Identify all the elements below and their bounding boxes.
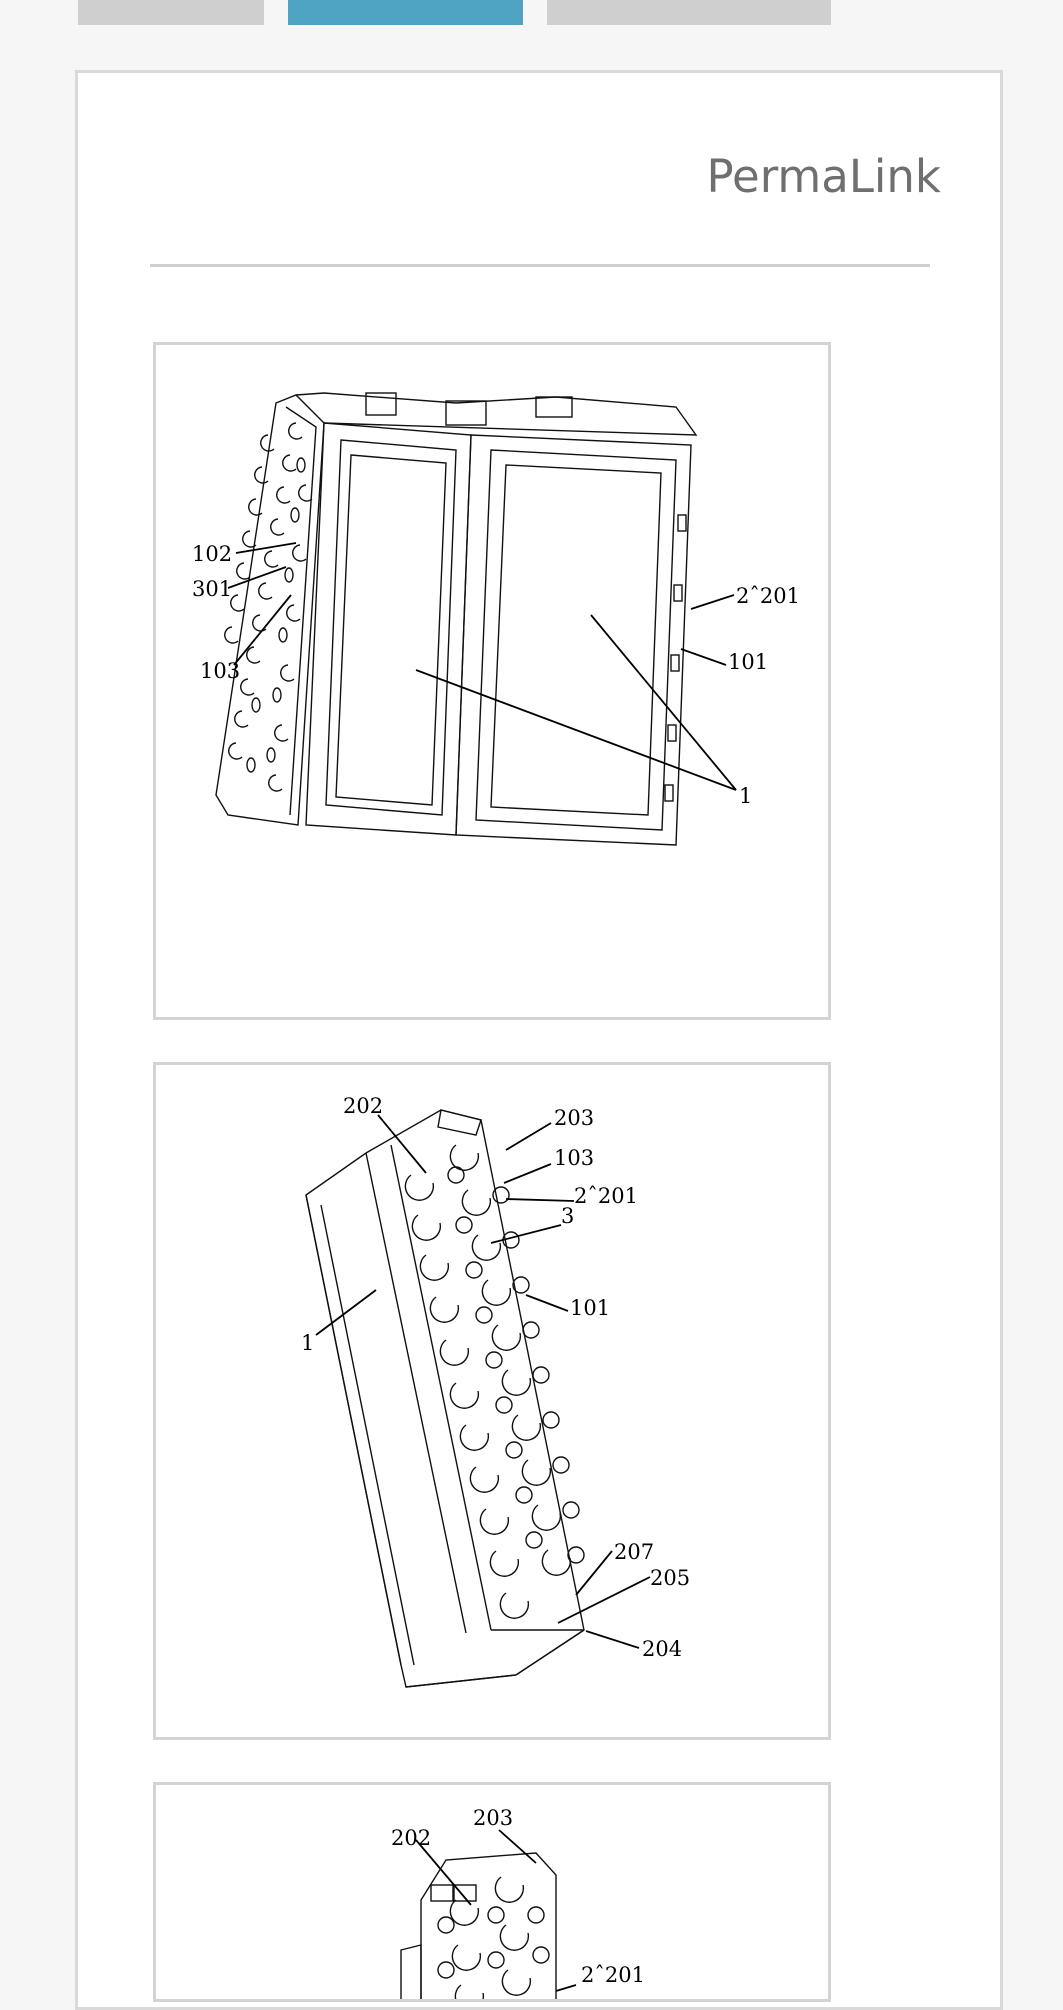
patent-figure-2[interactable] [153, 1062, 831, 1740]
figure-2-label-205: 205 [650, 1566, 691, 1590]
patent-figure-3[interactable] [153, 1782, 831, 2002]
tab-2-active[interactable] [288, 0, 523, 25]
figure-2-label-2-201: 2ˆ201 [574, 1184, 638, 1208]
figure-1-label-2-201: 2ˆ201 [736, 584, 800, 608]
header-divider [150, 264, 930, 267]
figure-2-drawing [156, 1065, 831, 1740]
figure-3-label-203: 203 [473, 1806, 514, 1830]
figure-1-drawing [156, 345, 831, 1020]
figure-3-label-2-201: 2ˆ201 [581, 1963, 645, 1987]
figure-2-label-207: 207 [614, 1540, 655, 1564]
figure-2-label-204: 204 [642, 1637, 683, 1661]
figure-2-label-103: 103 [554, 1146, 595, 1170]
tab-1[interactable] [78, 0, 264, 25]
figure-2-label-203: 203 [554, 1106, 595, 1130]
figure-2-label-3: 3 [561, 1204, 575, 1228]
figure-1-label-1: 1 [739, 784, 753, 808]
permalink-link[interactable]: PermaLink [706, 150, 941, 203]
tab-3[interactable] [547, 0, 831, 25]
figure-1-label-103: 103 [200, 659, 241, 683]
figure-2-label-202: 202 [343, 1094, 384, 1118]
figure-3-label-202: 202 [391, 1826, 432, 1850]
figure-2-label-101: 101 [570, 1296, 611, 1320]
figure-3-drawing [156, 1785, 831, 2002]
figure-1-label-102: 102 [192, 542, 233, 566]
figure-2-label-1: 1 [301, 1331, 315, 1355]
patent-figure-1[interactable] [153, 342, 831, 1020]
figure-1-label-101: 101 [728, 650, 769, 674]
figure-1-label-301: 301 [192, 577, 233, 601]
